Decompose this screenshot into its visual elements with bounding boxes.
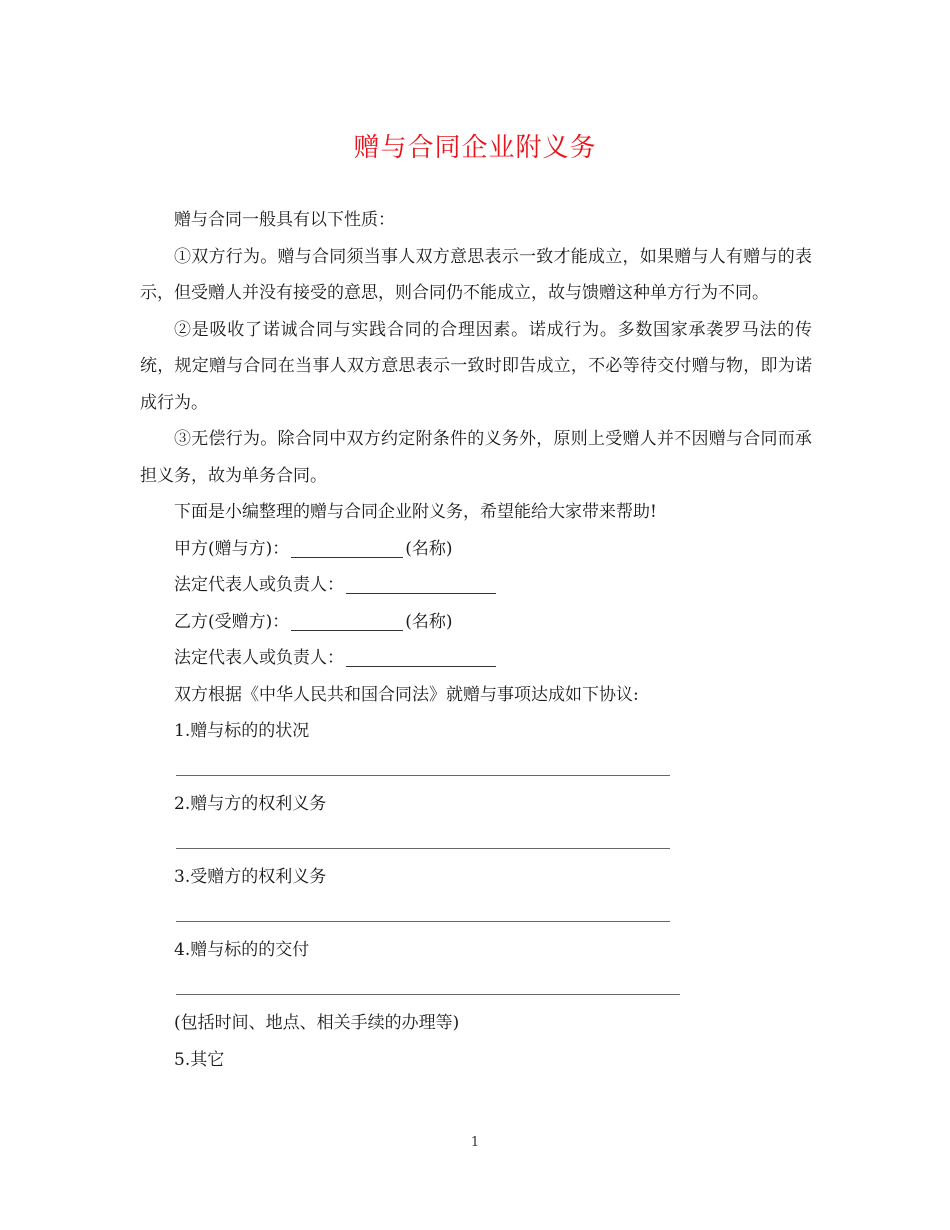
party-b-name-suffix: (名称) <box>405 611 453 632</box>
agreement-line: 双方根据《中华人民共和国合同法》就赠与事项达成如下协议: <box>174 684 639 705</box>
item-1-heading: 1.赠与标的的状况 <box>174 721 310 741</box>
party-a-line <box>174 531 812 568</box>
party-b-rep-label: 法定代表人或负责人： <box>174 648 344 668</box>
document-title: 赠与合同企业附义务 <box>353 133 597 163</box>
document-body <box>140 202 812 1078</box>
party-a-name-suffix: (名称) <box>405 538 453 559</box>
party-a-name-blank[interactable] <box>291 539 403 558</box>
lead-in-paragraph: 下面是小编整理的赠与合同企业附义务，希望能给大家带来帮助! <box>174 502 657 522</box>
party-b-rep-blank[interactable] <box>346 648 496 667</box>
item-1-fill-line[interactable] <box>176 750 812 787</box>
party-a-rep-line <box>174 567 812 604</box>
intro-paragraph: 赠与合同一般具有以下性质： <box>174 210 395 230</box>
nature-paragraph-3: ③无偿行为。除合同中双方约定附条件的义务外，原则上受赠人并不因赠与合同而承担义务，故为单务合同。 <box>140 429 812 486</box>
nature-paragraph-1: ①双方行为。赠与合同须当事人双方意思表示一致才能成立，如果赠与人有赠与的表示，但受赠人并没有接受的意思，则合同仍不能成立，故与馈赠这种单方行为不同。 <box>140 246 812 303</box>
item-4-note: (包括时间、地点、相关手续的办理等) <box>174 1013 460 1033</box>
party-a-label: 甲方(赠与方)： <box>174 538 290 559</box>
party-a-rep-blank[interactable] <box>346 575 496 594</box>
party-a-rep-label: 法定代表人或负责人： <box>174 575 344 595</box>
party-b-line <box>174 604 812 641</box>
page-number: 1 <box>470 1135 480 1150</box>
item-4-fill-line[interactable] <box>176 969 812 1006</box>
item-4-heading: 4.赠与标的的交付 <box>174 940 310 960</box>
nature-paragraph-2: ②是吸收了诺诚合同与实践合同的合理因素。诺成行为。多数国家承袭罗马法的传统，规定赠与合同在当事人双方意思表示一致时即告成立，不必等待交付赠与物，即为诺成行为。 <box>140 319 812 413</box>
party-b-rep-line <box>174 640 812 677</box>
party-b-label: 乙方(受赠方)： <box>174 611 290 632</box>
item-5-heading: 5.其它 <box>174 1049 225 1070</box>
item-3-heading: 3.受赠方的权利义务 <box>174 867 327 887</box>
party-b-name-blank[interactable] <box>291 612 403 631</box>
item-2-fill-line[interactable] <box>176 823 812 860</box>
item-2-heading: 2.赠与方的权利义务 <box>174 794 327 814</box>
item-3-fill-line[interactable] <box>176 896 812 933</box>
